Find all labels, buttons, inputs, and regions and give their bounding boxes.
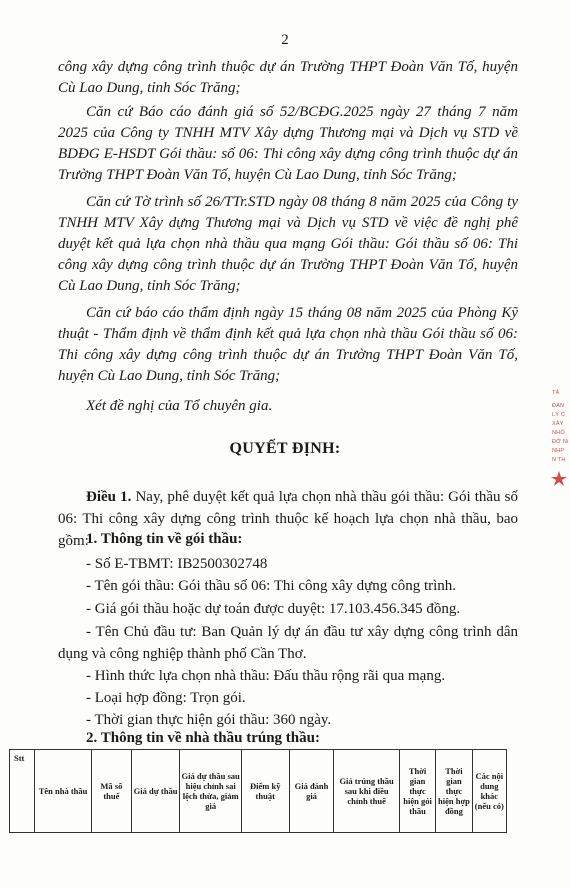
bid-info-item: - Loại hợp đồng: Trọn gói. xyxy=(86,690,246,706)
red-seal-stamp xyxy=(548,390,570,490)
col-header-contractor-name: Tên nhà thầu xyxy=(34,750,91,833)
bid-info-item: - Tên Chủ đầu tư: Ban Quản lý dự án đầu tư xây dựng công trình dân dụng và công nghiệp thành phố Cần Thơ. xyxy=(58,624,518,662)
bid-info-item: - Thời gian thực hiện gói thầu: 360 ngày. xyxy=(86,712,332,728)
winning-contractor-table xyxy=(9,749,507,833)
bid-info-item: - Tên gói thầu: Gói thầu số 06: Thi công xây dựng công trình. xyxy=(86,578,457,594)
stamp-text: TÁ xyxy=(552,390,560,396)
section-1-title: 1. Thông tin về gói thầu: xyxy=(86,531,243,547)
article-1-text: Nay, phê duyệt kết quả lựa chọn nhà thầu gói thầu: Gói thầu số 06: Thi công xây dựng công trình thuộc kế hoạch lựa chọn nhà thầu, bao gồm: xyxy=(58,489,518,549)
stamp-text: N TH xyxy=(552,457,566,463)
col-header-winning-price: Giá trúng thầu sau khi điều chỉnh thuế xyxy=(334,750,400,833)
col-header-adjusted-bid-price: Giá dự thầu sau hiệu chỉnh sai lệch thừa, giảm giá xyxy=(180,750,241,833)
col-header-other-content: Các nội dung khác (nếu có) xyxy=(472,750,506,833)
stamp-text: LÝ C xyxy=(552,412,566,418)
bid-info-item: - Giá gói thầu hoặc dự toán được duyệt: 17.103.456.345 đồng. xyxy=(86,601,461,617)
article-1-label: Điều 1. xyxy=(86,489,132,505)
stamp-text: NHÓ xyxy=(552,430,565,436)
section-2-title: 2. Thông tin về nhà thầu trúng thầu: xyxy=(86,730,320,746)
col-header-technical-score: Điểm kỹ thuật xyxy=(241,750,289,833)
bid-info-item: - Hình thức lựa chọn nhà thầu: Đấu thầu rộng rãi qua mạng. xyxy=(86,668,446,684)
col-header-package-duration: Thời gian thực hiện gói thầu xyxy=(399,750,435,833)
paragraph-continuation: công xây dựng công trình thuộc dự án Trường THPT Đoàn Văn Tố, huyện Cù Lao Dung, tỉnh Sóc Trăng; xyxy=(58,59,518,96)
stamp-text: NHP xyxy=(552,448,565,454)
decision-title: QUYẾT ĐỊNH: xyxy=(229,440,341,457)
table-header-row xyxy=(10,750,507,833)
stamp-text: ĐAN xyxy=(552,403,565,409)
paragraph-submission: Căn cứ Tờ trình số 26/TTr.STD ngày 08 tháng 8 năm 2025 của Công ty TNHH MTV Xây dựng Thương mại và Dịch vụ STD về việc đề nghị phê duyệt kết quả lựa chọn nhà thầu qua mạng Gói thầu: Gói thầu số 06: Thi công xây dựng công trình thuộc dự án Trường THPT Đoàn Văn Tố, huyện Cù Lao Dung, tỉnh Sóc Trăng; xyxy=(58,194,518,294)
col-header-contract-duration: Thời gian thực hiện hợp đồng xyxy=(436,750,472,833)
stamp-star-icon xyxy=(548,468,570,488)
col-header-evaluated-price: Giá đánh giá xyxy=(289,750,334,833)
stamp-text: XÂY xyxy=(552,421,564,427)
stamp-text: ĐỜ Ni xyxy=(552,439,569,445)
col-header-tax-code: Mã số thuế xyxy=(92,750,132,833)
col-header-bid-price: Giá dự thầu xyxy=(131,750,180,833)
paragraph-evaluation-report: Căn cứ Báo cáo đánh giá số 52/BCĐG.2025 ngày 27 tháng 7 năm 2025 của Công ty TNHH MTV Xây dựng Thương mại và Dịch vụ STD về BDĐG E-HSDT Gói thầu: số 06: Thi công xây dựng công trình thuộc dự án Trường THPT Đoàn Văn Tố, huyện Cù Lao Dung, tỉnh Sóc Trăng; xyxy=(58,104,518,183)
paragraph-expert-proposal: Xét đề nghị của Tổ chuyên gia. xyxy=(86,398,273,414)
paragraph-appraisal-report: Căn cứ báo cáo thẩm định ngày 15 tháng 08 năm 2025 của Phòng Kỹ thuật - Thẩm định về thẩm định kết quả lựa chọn nhà thầu Gói thầu số 06: Thi công xây dựng công trình thuộc dự án Trường THPT Đoàn Văn Tố, huyện Cù Lao Dung, tỉnh Sóc Trăng; xyxy=(58,305,518,384)
col-header-stt: Stt xyxy=(10,750,35,833)
bid-info-item: - Số E-TBMT: IB2500302748 xyxy=(86,556,268,572)
page-number: 2 xyxy=(281,32,289,48)
